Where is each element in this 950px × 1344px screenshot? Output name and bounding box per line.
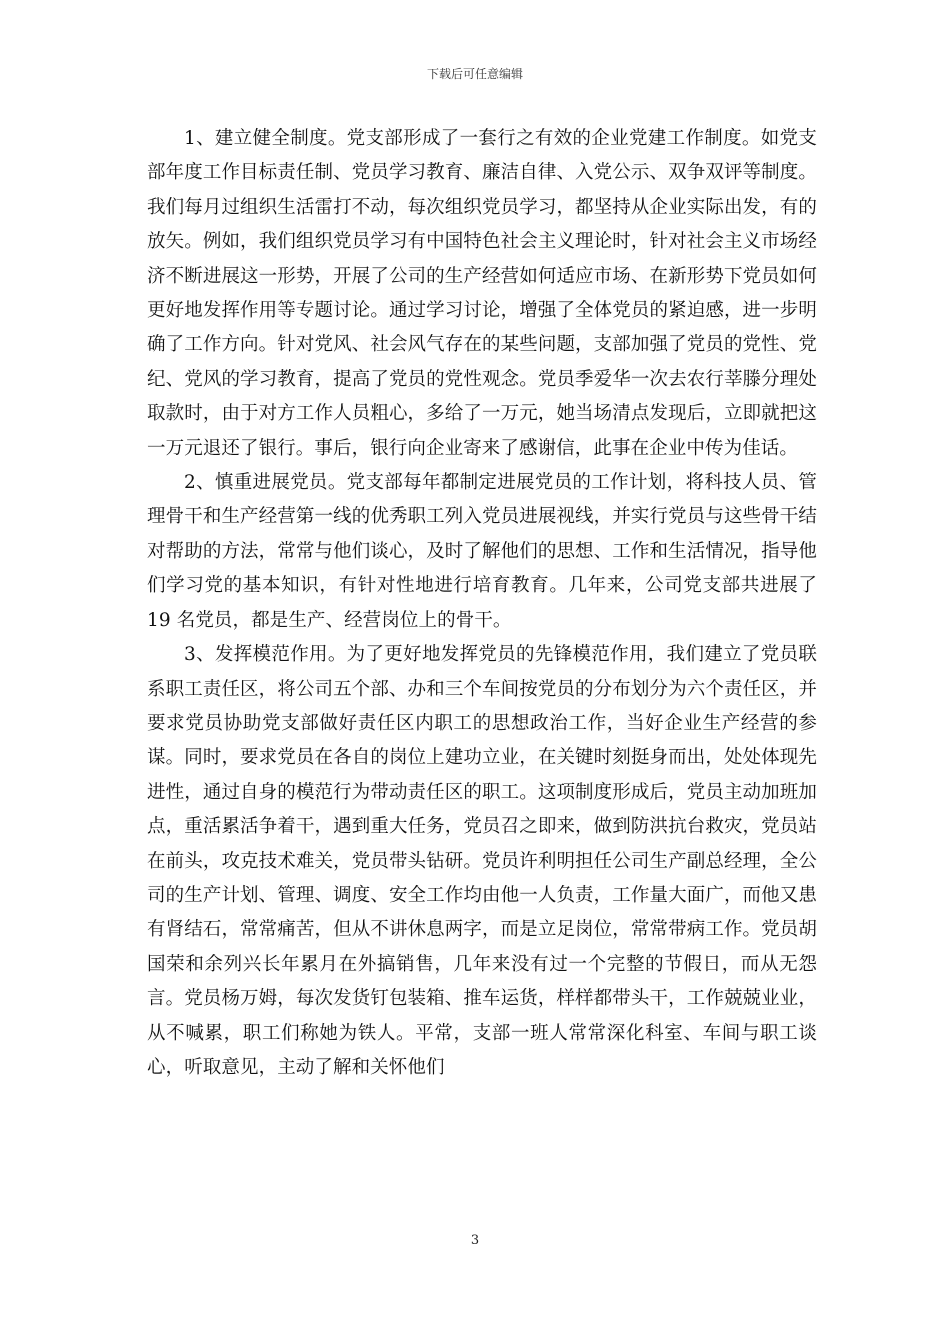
paragraph-establish-system: 1、建立健全制度。党支部形成了一套行之有效的企业党建工作制度。如党支部年度工作目标责任制、党员学习教育、廉洁自律、入党公示、双争双评等制度。我们每月过组织生活雷打不动，每次组织党员学习，都坚持从企业实际出发，有的放矢。例如，我们组织党员学习有中国特色社会主义理论时，针对社会主义市场经济不断进展这一形势，开展了公司的生产经营如何适应市场、在新形势下党员如何更好地发挥作用等专题讨论。通过学习讨论，增强了全体党员的紧迫感，进一步明确了工作方向。针对党风、社会风气存在的某些问题，支部加强了党员的党性、党纪、党风的学习教育，提高了党员的党性观念。党员季爱华一次去农行莘滕分理处取款时，由于对方工作人员粗心，多给了一万元，她当场清点发现后，立即就把这一万元退还了银行。事后，银行向企业寄来了感谢信，此事在企业中传为佳话。 [147, 128, 817, 459]
page-header: 下载后可任意编辑 [426, 67, 523, 81]
page-number: 3 [470, 1233, 480, 1248]
paragraph-develop-members: 2、慎重进展党员。党支部每年都制定进展党员的工作计划，将科技人员、管理骨干和生产经营第一线的优秀职工列入党员进展视线，并实行党员与这些骨干结对帮助的方法，常常与他们谈心，及时了解他们的思想、工作和生活情况，指导他们学习党的基本知识，有针对性地进行培育教育。几年来，公司党支部共进展了 19 名党员，都是生产、经营岗位上的骨干。 [147, 472, 817, 631]
document-body [147, 122, 817, 1085]
paragraph-model-role: 3、发挥模范作用。为了更好地发挥党员的先锋模范作用，我们建立了党员联系职工责任区，将公司五个部、办和三个车间按党员的分布划分为六个责任区，并要求党员协助党支部做好责任区内职工的思想政治工作，当好企业生产经营的参谋。同时，要求党员在各自的岗位上建功立业，在关键时刻挺身而出，处处体现先进性，通过自身的模范行为带动责任区的职工。这项制度形成后，党员主动加班加点，重活累活争着干，遇到重大任务，党员召之即来，做到防洪抗台救灾，党员站在前头，攻克技术难关，党员带头钻研。党员许利明担任公司生产副总经理，全公司的生产计划、管理、调度、安全工作均由他一人负责，工作量大面广，而他又患有肾结石，常常痛苦，但从不讲休息两字，而是立足岗位，常常带病工作。党员胡国荣和余列兴长年累月在外搞销售，几年来没有过一个完整的节假日，而从无怨言。党员杨万姆，每次发货钉包装箱、推车运货，样样都带头干，工作兢兢业业，从不喊累，职工们称她为铁人。平常，支部一班人常常深化科室、车间与职工谈心，听取意见，主动了解和关怀他们 [147, 644, 817, 1078]
